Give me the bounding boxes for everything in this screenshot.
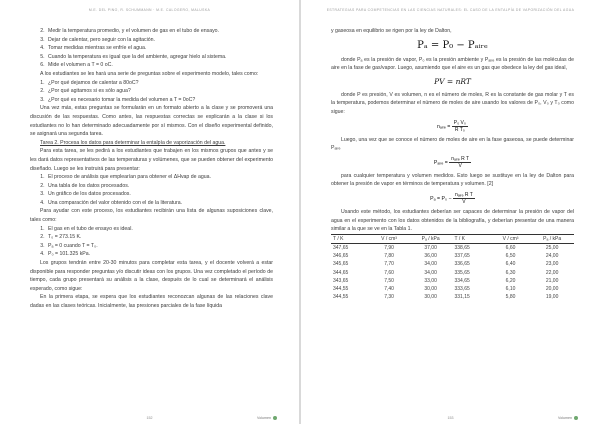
brand-logo-icon xyxy=(574,416,578,420)
column-header: Pₐ / kPa xyxy=(409,234,453,243)
table-cell: 19,00 xyxy=(545,294,559,301)
list-item: 5. Cuando la temperatura es igual que la del ambiente, agregar hielo al sistema. xyxy=(46,53,273,62)
table-cell: 338,65 xyxy=(454,244,470,251)
column-header: T / K xyxy=(452,234,490,243)
table-cell: 7,30 xyxy=(384,294,394,301)
table-cell: 6,40 xyxy=(505,261,516,268)
table-cell: 23,00 xyxy=(545,261,559,268)
table-cell: 345,65 xyxy=(333,261,349,268)
numerator: P₀ V₀ xyxy=(453,119,466,126)
list-item: 3. Pₐ = 0 cuando T = T₀. xyxy=(46,242,273,251)
table-cell: 334,65 xyxy=(454,277,470,284)
table-cell: 6,20 xyxy=(505,277,516,284)
paragraph: Para esta tarea, se les pedirá a los estudiantes que trabajen en los mismos grupos que antes y se les dará datos representativos de las temperaturas y volúmenes, que se pueden obtener del experimento diseñado. Luego se les instruirá para presentar: xyxy=(30,148,273,172)
paragraph: y gaseosa en equilibrio se rigen por la ley de Dalton, xyxy=(331,28,452,34)
column-header: V / cm³ xyxy=(369,234,408,243)
table-cell: 343,65 xyxy=(333,277,349,284)
page-number: 153 xyxy=(447,416,454,420)
table-cell: 333,65 xyxy=(454,285,470,292)
paragraph: donde Pₐ es la presión de vapor, P₀ es la presión ambiente y Pₐᵢᵣₑ es la presión de las moléculas de aire en la fase de gas/vapor. Luego, asumiendo que el aire es un gas que obedece la ley del gas ideal, xyxy=(331,56,574,72)
equation-lhs: Pₐᵢᵣₑ = xyxy=(433,159,448,166)
paragraph: Una vez más, estas preguntas se formularán en un formato abierto a la clase y se promoverá una discusión de las respuestas. Como antes, las respuestas correctas se explicarán a la clase si los estudiantes no lo han determinado adecuadamente por sí mismos. Con el diseño experimental definido, se asignará una segunda tarea. xyxy=(30,105,273,138)
paragraph: donde P es presión, V es volumen, n es el número de moles, R es la constante de gas molar y T es la temperatura, podemos determinar el número de moles de aire usando los valores de P₀, V₀ y T₀ como sigue: xyxy=(331,91,574,115)
brand-mark xyxy=(257,416,277,420)
table-cell: 7,50 xyxy=(384,277,394,284)
table-cell: 7,70 xyxy=(384,261,394,268)
table-cell: 5,80 xyxy=(505,294,516,301)
left-running-head: M.E. DEL PINO, R. SCHUMMANN · M.E. CALOGERO, MALUSKA xyxy=(88,8,211,12)
table-cell: 6,10 xyxy=(505,285,516,292)
paragraph: En la primera etapa, se espera que los estudiantes reconozcan algunas de las relaciones clave dadas en las clases teóricas. Inicialmente, las presiones parciales de la fase líquida xyxy=(30,294,273,309)
table-cell: 30,00 xyxy=(424,285,437,292)
list-item: 4. Una comparación del valor obtenido con el de la literatura. xyxy=(46,199,273,208)
table-cell: 336,65 xyxy=(454,261,470,268)
list-item: 1. ¿Por qué dejamos de calentar a 80oC? xyxy=(46,79,273,88)
right-running-head: ESTRATEGIAS PARA COMPETENCIAS EN LAS CIENCIAS NATURALES: EL CASO DE LA ENTALPÍA DE VAPORIZACIÓN DEL AGUA xyxy=(326,8,575,12)
table-cell: 344,55 xyxy=(333,285,349,292)
table-cell: 7,40 xyxy=(384,285,394,292)
equation-lhs: nₐᵢᵣₑ = xyxy=(437,123,451,130)
task-heading: Tarea 2. Procesa los datos para determinar la entalpía de vaporización del agua. xyxy=(40,139,226,146)
left-page xyxy=(0,0,299,424)
right-page-body xyxy=(331,27,574,301)
table-cell: 7,80 xyxy=(384,253,394,260)
column-header: Pₐ / kPa xyxy=(530,234,574,243)
list-item: 2. ¿Por qué agitamos si es sólo agua? xyxy=(46,87,273,96)
list-item: 2. Una tabla de los datos procesados. xyxy=(46,182,273,191)
list-item: 1. El proceso de análisis que emplearían para obtener el ΔHvap de agua. xyxy=(46,173,273,182)
table-cell: 30,00 xyxy=(424,294,437,301)
column-header: T / K xyxy=(331,234,369,243)
fraction xyxy=(452,120,468,133)
table-cell: 34,00 xyxy=(424,269,437,276)
table-header-row xyxy=(331,234,574,243)
list-item: 4. Tomar medidas mientras se enfríe el agua. xyxy=(46,44,273,53)
table-cell: 6,60 xyxy=(505,244,516,251)
table-cell: 337,65 xyxy=(454,253,470,260)
denominator: R T₀ xyxy=(454,126,465,133)
brand-logo-icon xyxy=(273,416,277,420)
data-table xyxy=(331,234,574,302)
table-cell: 6,30 xyxy=(505,269,516,276)
right-page xyxy=(301,0,600,424)
table-cell: 25,00 xyxy=(545,244,559,251)
table-row xyxy=(331,252,574,260)
table-cell: 22,00 xyxy=(545,269,559,276)
paragraph: Los grupos tendrán entre 20-30 minutos para completar esta tarea, y el docente volverá a estar disponible para responder preguntas y/o discutir ideas con los grupos. Una vez completado el período de tiempo, cada grupo presentará su análisis a la clase, después de lo cual se determinará el análisis esperado, como sigue: xyxy=(30,260,273,292)
moles-equation xyxy=(331,120,574,133)
numerator: nₐᵢᵣₑ R T xyxy=(451,155,470,162)
vapor-pressure-equation xyxy=(331,192,574,205)
paragraph: Usando este método, los estudiantes deberían ser capaces de determinar la presión de vapor del agua en el experimento con los datos obtenidos de la bibliografía, y deberían presentar de una manera similar a la que se ve en la Tabla 1. xyxy=(331,208,574,233)
list-item: 1. El gas en el tubo de ensayo es ideal. xyxy=(46,225,273,234)
table-cell: 6,50 xyxy=(505,253,516,260)
table-row xyxy=(331,293,574,301)
table-row xyxy=(331,269,574,277)
table-cell: 20,00 xyxy=(545,285,559,292)
table-cell: 7,60 xyxy=(384,269,394,276)
column-header: V / cm³ xyxy=(491,234,530,243)
table-cell: 335,65 xyxy=(454,269,470,276)
list-item: 3. Un gráfico de los datos procesados. xyxy=(46,190,273,199)
fraction xyxy=(453,192,475,205)
table-cell: 24,00 xyxy=(545,253,559,260)
table-row xyxy=(331,277,574,285)
table-cell: 7,90 xyxy=(384,244,394,251)
table-row xyxy=(331,285,574,293)
table-row xyxy=(331,243,574,252)
list-item: 3. ¿Por qué es necesario tomar la medida del volumen a T = 0oC? xyxy=(46,96,273,105)
brand-mark xyxy=(558,416,578,420)
list-item: 6. Mide el volumen a T = 0 oC. xyxy=(46,61,273,70)
procedure-list xyxy=(30,27,273,70)
left-page-body xyxy=(30,27,273,311)
numerator: nₐᵢᵣₑ R T xyxy=(455,191,473,198)
deliverables-list xyxy=(30,173,273,207)
dalton-equation: Pₐ = P₀ − Pₐᵢᵣₑ xyxy=(417,39,488,51)
table-cell: 34,00 xyxy=(424,261,437,268)
page-number: 152 xyxy=(146,416,153,420)
assumptions-list xyxy=(30,225,273,259)
paragraph: Luego, una vez que se conoce el número de moles de aire en la fase gaseosa, se puede determinar Pₐᵢᵣₑ xyxy=(331,136,574,152)
list-item: 2. T₀ = 273.15 K. xyxy=(46,233,273,242)
table-cell: 33,00 xyxy=(424,277,437,284)
table-cell: 346,65 xyxy=(333,253,349,260)
list-item: 4. P₀ = 101.325 kPa. xyxy=(46,250,273,259)
brand-label: Volumen xyxy=(257,416,271,420)
equation-lhs: Pₐ = P₀ − xyxy=(430,195,452,202)
list-item: 2. Medir la temperatura promedio, y el volumen de gas en el tubo de ensayo. xyxy=(46,27,273,36)
denominator: V xyxy=(458,162,462,169)
table-cell: 36,00 xyxy=(424,253,437,260)
paragraph: Para ayudar con este proceso, los estudiantes recibirán una lista de algunas suposiciones clave, tales como: xyxy=(30,208,273,224)
denominator: V xyxy=(462,198,466,205)
table-cell: 21,00 xyxy=(545,277,559,284)
air-pressure-equation xyxy=(331,156,574,169)
table-cell: 344,65 xyxy=(333,269,349,276)
table-cell: 347,65 xyxy=(333,244,349,251)
questions-list xyxy=(30,79,273,105)
ideal-gas-equation: PV = nRT xyxy=(434,76,471,86)
table-row xyxy=(331,260,574,268)
paragraph: A los estudiantes se les hará una serie de preguntas sobre el experimento modelo, tales como: xyxy=(40,70,259,77)
brand-label: Volumen xyxy=(558,416,572,420)
list-item: 3. Dejar de calentar, pero seguir con la agitación. xyxy=(46,36,273,45)
fraction xyxy=(449,156,471,169)
table-cell: 37,00 xyxy=(424,244,437,251)
table-cell: 344,55 xyxy=(333,294,349,301)
paragraph: para cualquier temperatura y volumen medidos. Esto luego se sustituye en la ley de Dalton para obtener la presión de vapor en términos de temperatura y volumen. [2] xyxy=(331,172,574,188)
table-cell: 331,15 xyxy=(454,294,470,301)
